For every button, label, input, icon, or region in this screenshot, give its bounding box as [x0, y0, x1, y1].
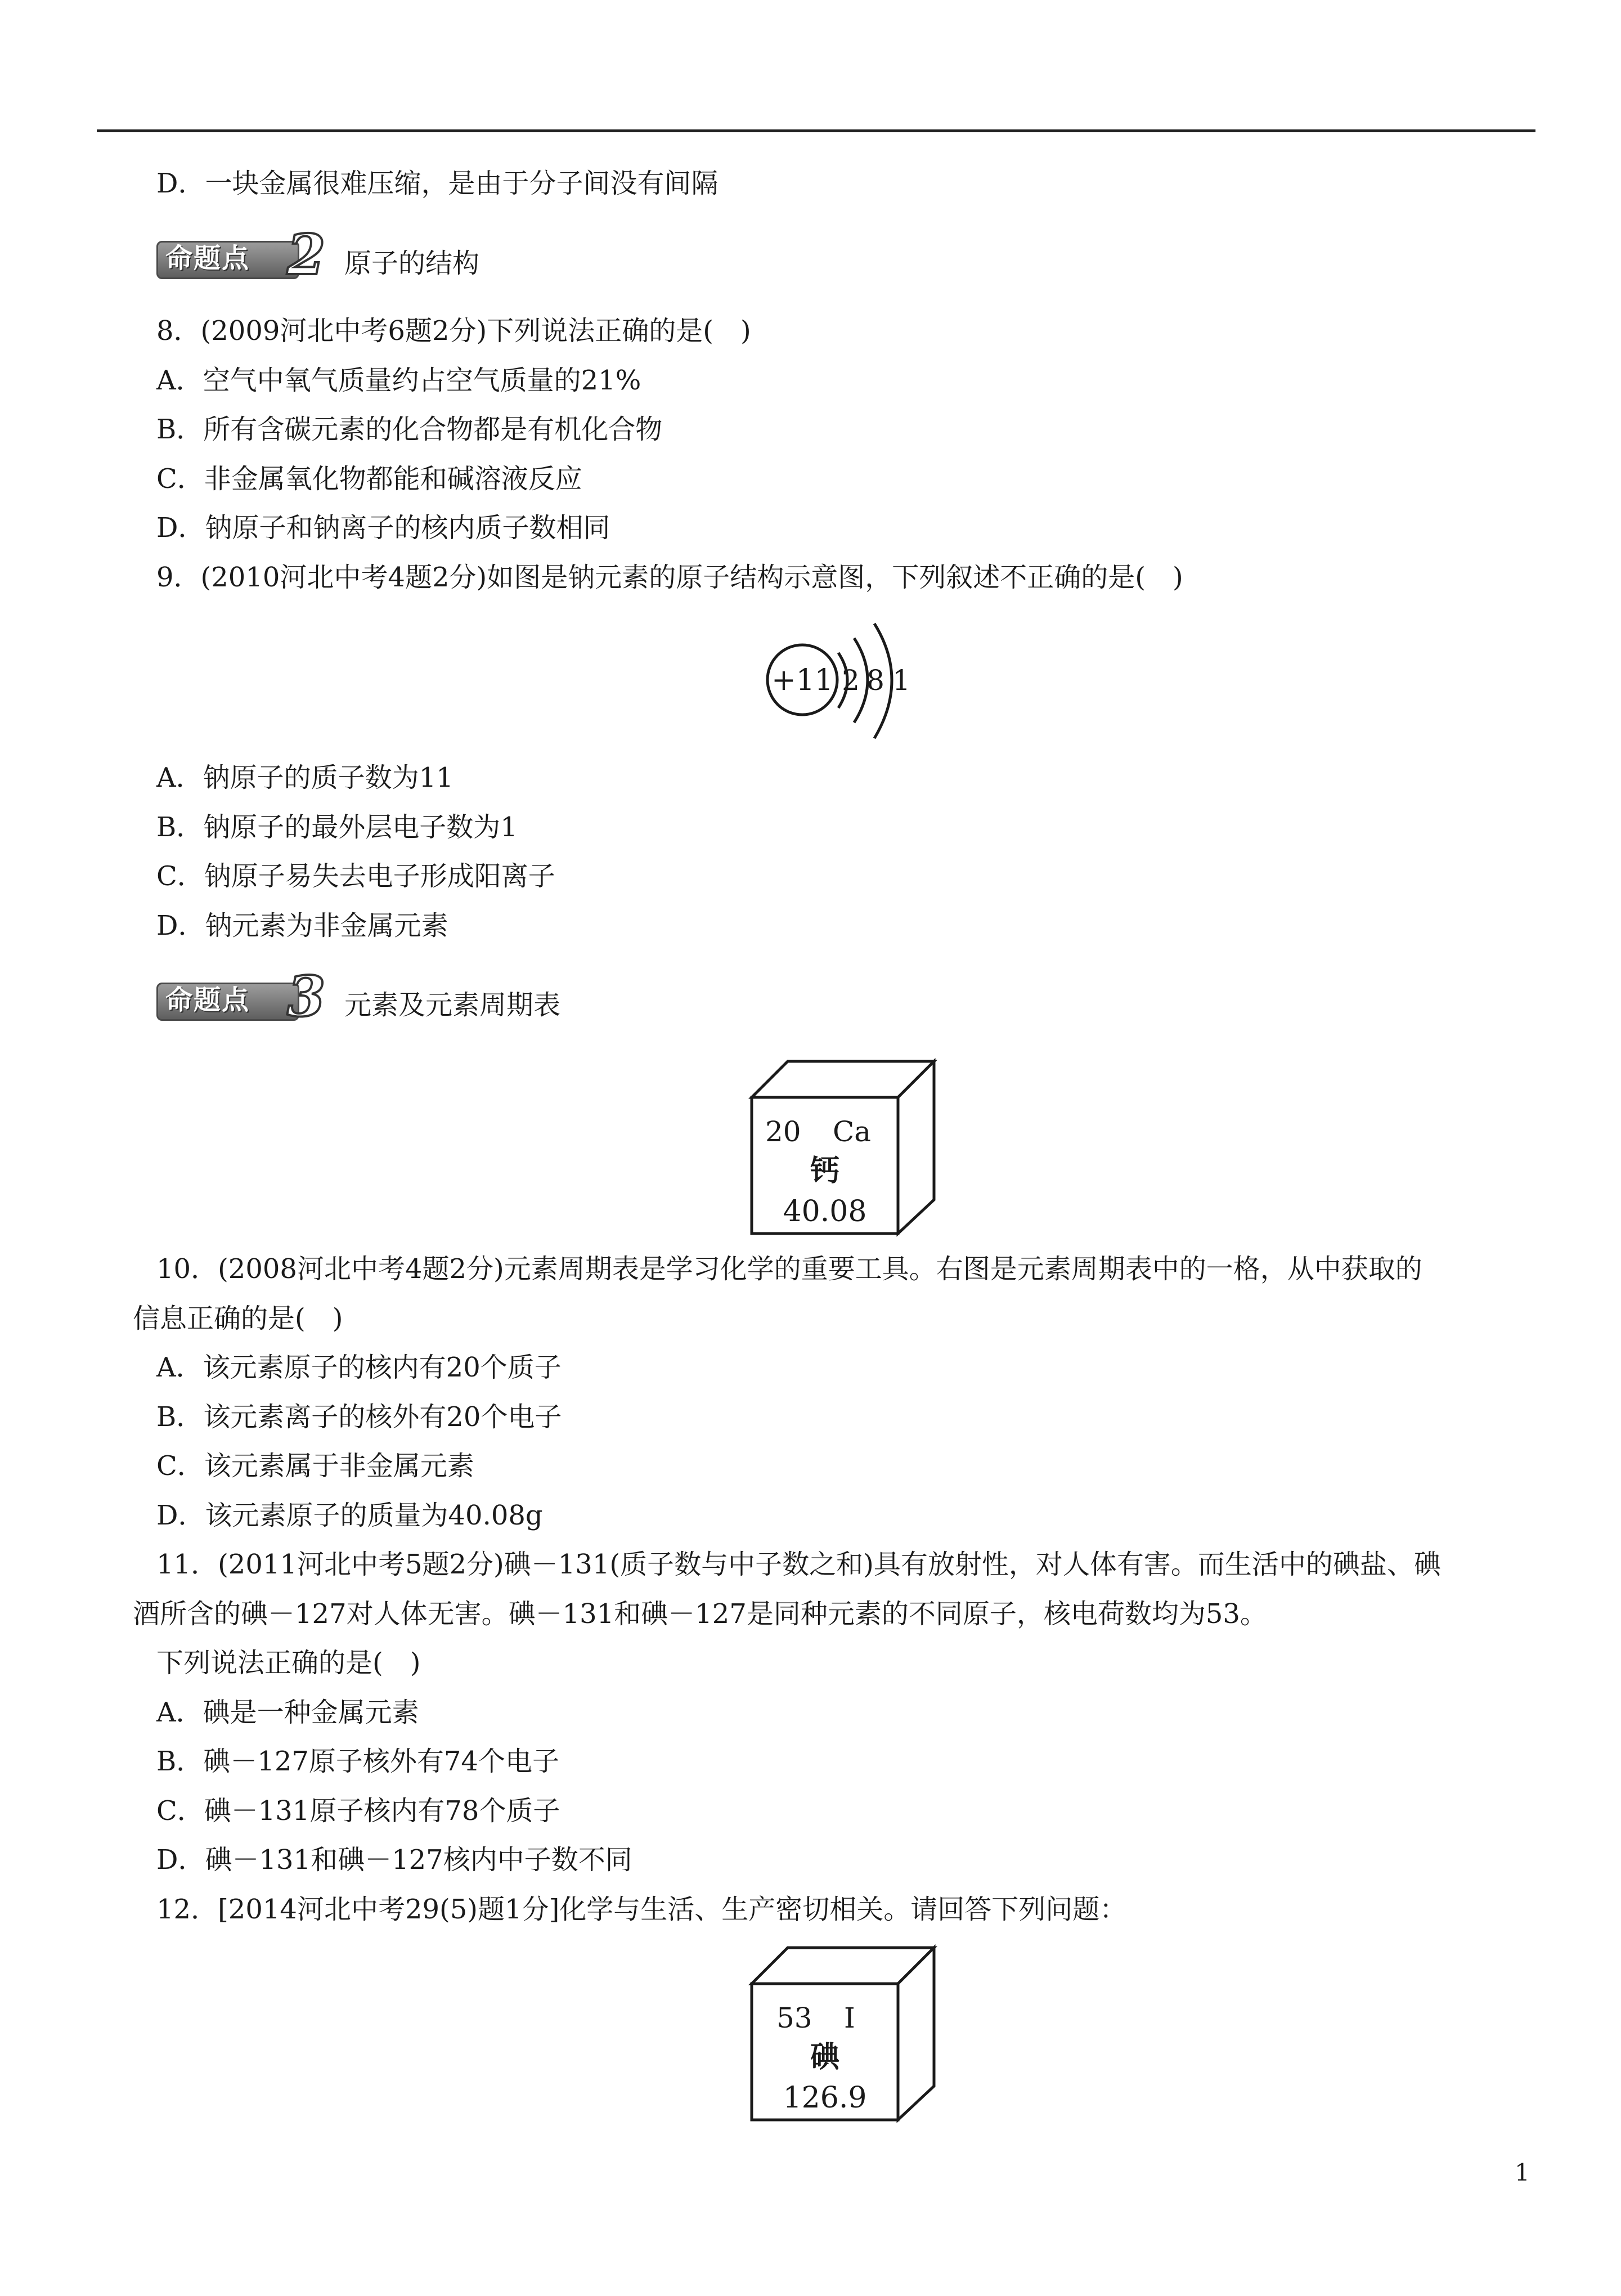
question-9-option-b: B．钠原子的最外层电子数为1	[156, 811, 518, 843]
sodium-atom-structure-diagram	[754, 613, 934, 748]
question-8-option-d: D．钠原子和钠离子的核内质子数相同	[156, 512, 610, 544]
page-number: 1	[1515, 2159, 1530, 2186]
iodine-element-cell	[748, 1944, 940, 2124]
question-11-option-c: C．碘－131原子核内有78个质子	[156, 1795, 560, 1827]
shell-electrons-3: 1	[892, 664, 910, 697]
question-11-option-b: B．碘－127原子核外有74个电子	[156, 1746, 559, 1777]
question-10-option-d: D．该元素原子的质量为40.08g	[156, 1500, 543, 1531]
question-9-option-a: A．钠原子的质子数为11	[156, 762, 453, 793]
question-9-option-c: C．钠原子易失去电子形成阳离子	[156, 860, 555, 892]
question-8-stem: 8．(2009河北中考6题2分)下列说法正确的是( )	[156, 315, 751, 347]
calcium-element-cell	[748, 1058, 940, 1238]
i-symbol: I	[844, 2002, 855, 2034]
question-10-stem-line1: 10．(2008河北中考4题2分)元素周期表是学习化学的重要工具。右图是元素周期表中的一格，从中获取的	[156, 1253, 1422, 1285]
section-badge-number: 2	[287, 223, 326, 288]
section-badge	[156, 223, 326, 288]
shell-electrons-1: 2	[842, 664, 860, 697]
section-badge-number: 3	[287, 965, 326, 1029]
header-rule	[97, 129, 1535, 132]
question-9-stem: 9．(2010河北中考4题2分)如图是钠元素的原子结构示意图，下列叙述不正确的是( )	[156, 562, 1183, 593]
ca-symbol: Ca	[833, 1115, 872, 1148]
previous-question-option-d: D．一块金属很难压缩，是由于分子间没有间隔	[156, 168, 719, 199]
question-11-option-a: A．碘是一种金属元素	[156, 1697, 419, 1728]
question-11-stem-line1: 11．(2011河北中考5题2分)碘－131(质子数与中子数之和)具有放射性，对人体有害。而生活中的碘盐、碘	[156, 1549, 1441, 1580]
section-badge-label: 命题点	[165, 984, 250, 1016]
question-11-option-d: D．碘－131和碘－127核内中子数不同	[156, 1844, 632, 1876]
ca-atomic-number: 20	[765, 1115, 801, 1148]
question-8-option-b: B．所有含碳元素的化合物都是有机化合物	[156, 414, 663, 445]
ca-name: 钙	[810, 1154, 840, 1188]
question-10-option-b: B．该元素离子的核外有20个电子	[156, 1401, 562, 1433]
section-title: 元素及元素周期表	[344, 989, 561, 1021]
shell-electrons-2: 8	[866, 664, 884, 697]
question-11-stem-line3: 下列说法正确的是( )	[156, 1647, 421, 1679]
question-10-option-c: C．该元素属于非金属元素	[156, 1450, 474, 1482]
i-atomic-number: 53	[776, 2002, 812, 2034]
question-8-option-c: C．非金属氧化物都能和碱溶液反应	[156, 463, 582, 495]
question-8-option-a: A．空气中氧气质量约占空气质量的21%	[156, 365, 641, 396]
nucleus-charge: +11	[771, 663, 833, 697]
i-atomic-mass: 126.9	[783, 2081, 867, 2115]
question-9-option-d: D．钠元素为非金属元素	[156, 910, 448, 941]
question-11-stem-line2: 酒所含的碘－127对人体无害。碘－131和碘－127是同种元素的不同原子，核电荷数均为53。	[133, 1598, 1267, 1630]
ca-atomic-mass: 40.08	[783, 1195, 867, 1228]
i-name: 碘	[810, 2040, 840, 2074]
section-badge	[156, 965, 326, 1029]
question-12-stem: 12．[2014河北中考29(5)题1分]化学与生活、生产密切相关。请回答下列问题：	[156, 1894, 1127, 1925]
section-title: 原子的结构	[344, 248, 480, 279]
section-badge-label: 命题点	[165, 243, 250, 274]
question-10-option-a: A．该元素原子的核内有20个质子	[156, 1352, 562, 1383]
question-10-stem-line2: 信息正确的是( )	[133, 1303, 343, 1334]
